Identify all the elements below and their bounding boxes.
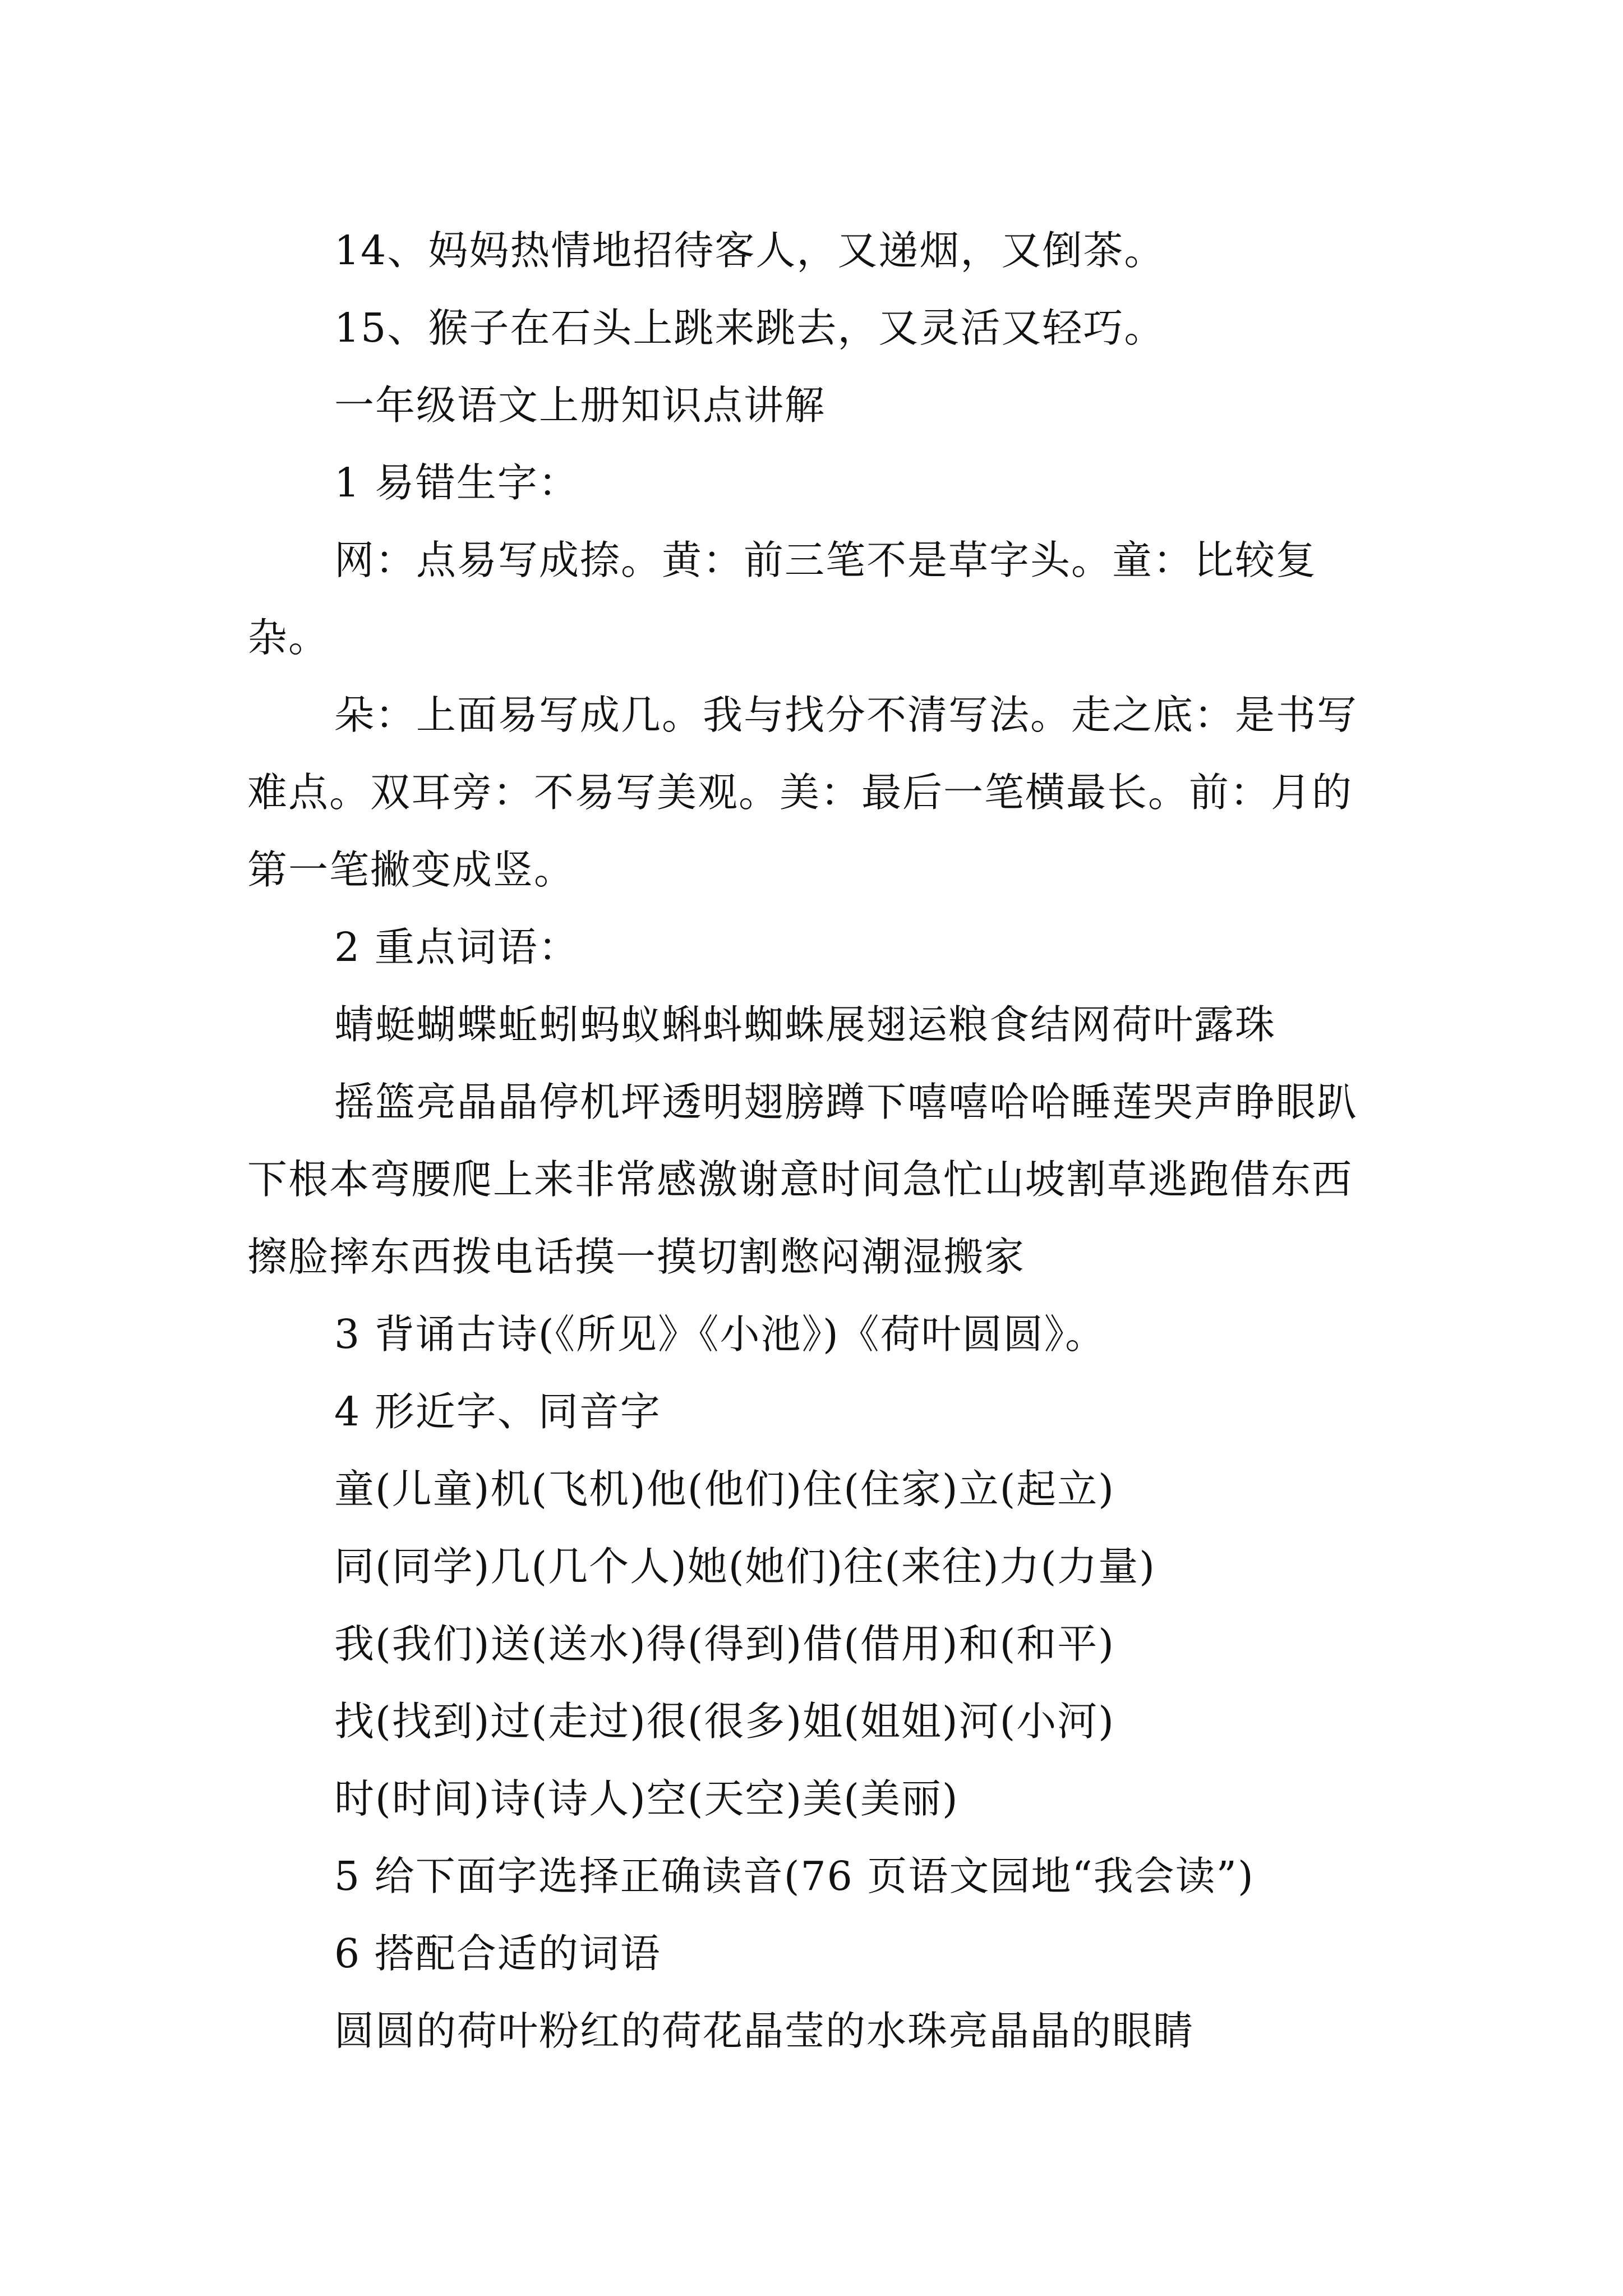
heading-pronunciation: 5 给下面字选择正确读音(76 页语文园地“我会读”) [334, 1853, 1255, 1899]
similar-characters-row-2: 同(同学)几(几个人)她(她们)往(来往)力(力量) [334, 1543, 1156, 1590]
error-prone-characters-part-2: 朵：上面易写成几。我与找分不清写法。走之底：是书写难点。双耳旁：不易写美观。美：最后一笔横最长。前：月的第一笔撇变成竖。 [247, 692, 1358, 893]
key-words-line-1: 蜻蜓蝴蝶蚯蚓蚂蚁蝌蚪蜘蛛展翅运粮食结网荷叶露珠 [334, 1001, 1276, 1048]
sentence-14: 14、妈妈热情地招待客人，又递烟，又倒茶。 [334, 227, 1165, 274]
document-body [247, 212, 1386, 2070]
heading-word-matching: 6 搭配合适的词语 [334, 1930, 661, 1977]
sentence-15: 15、猴子在石头上跳来跳去，又灵活又轻巧。 [334, 305, 1165, 351]
error-prone-characters-part-1: 网：点易写成捺。黄：前三笔不是草字头。童：比较复杂。 [247, 537, 1317, 661]
word-matching-line: 圆圆的荷叶粉红的荷花晶莹的水珠亮晶晶的眼睛 [334, 2008, 1195, 2054]
heading-key-words: 2 重点词语： [334, 924, 579, 970]
key-words-line-2: 摇篮亮晶晶停机坪透明翅膀蹲下嘻嘻哈哈睡莲哭声睁眼趴下根本弯腰爬上来非常感激谢意时间急忙山坡割草逃跑借东西擦脸摔东西拨电话摸一摸切割憋闷潮湿搬家 [247, 1079, 1358, 1280]
section-title: 一年级语文上册知识点讲解 [334, 382, 826, 429]
similar-characters-row-4: 找(找到)过(走过)很(很多)姐(姐姐)河(小河) [334, 1698, 1115, 1745]
similar-characters-row-3: 我(我们)送(送水)得(得到)借(借用)和(和平) [334, 1621, 1115, 1667]
similar-characters-row-1: 童(儿童)机(飞机)他(他们)住(住家)立(起立) [334, 1466, 1115, 1512]
similar-characters-row-5: 时(时间)诗(诗人)空(天空)美(美丽) [334, 1775, 959, 1822]
heading-error-prone-characters: 1 易错生字： [334, 459, 579, 506]
heading-ancient-poems: 3 背诵古诗(《所见》《小池》)《荷叶圆圆》。 [334, 1311, 1106, 1358]
heading-similar-characters: 4 形近字、同音字 [334, 1388, 661, 1435]
